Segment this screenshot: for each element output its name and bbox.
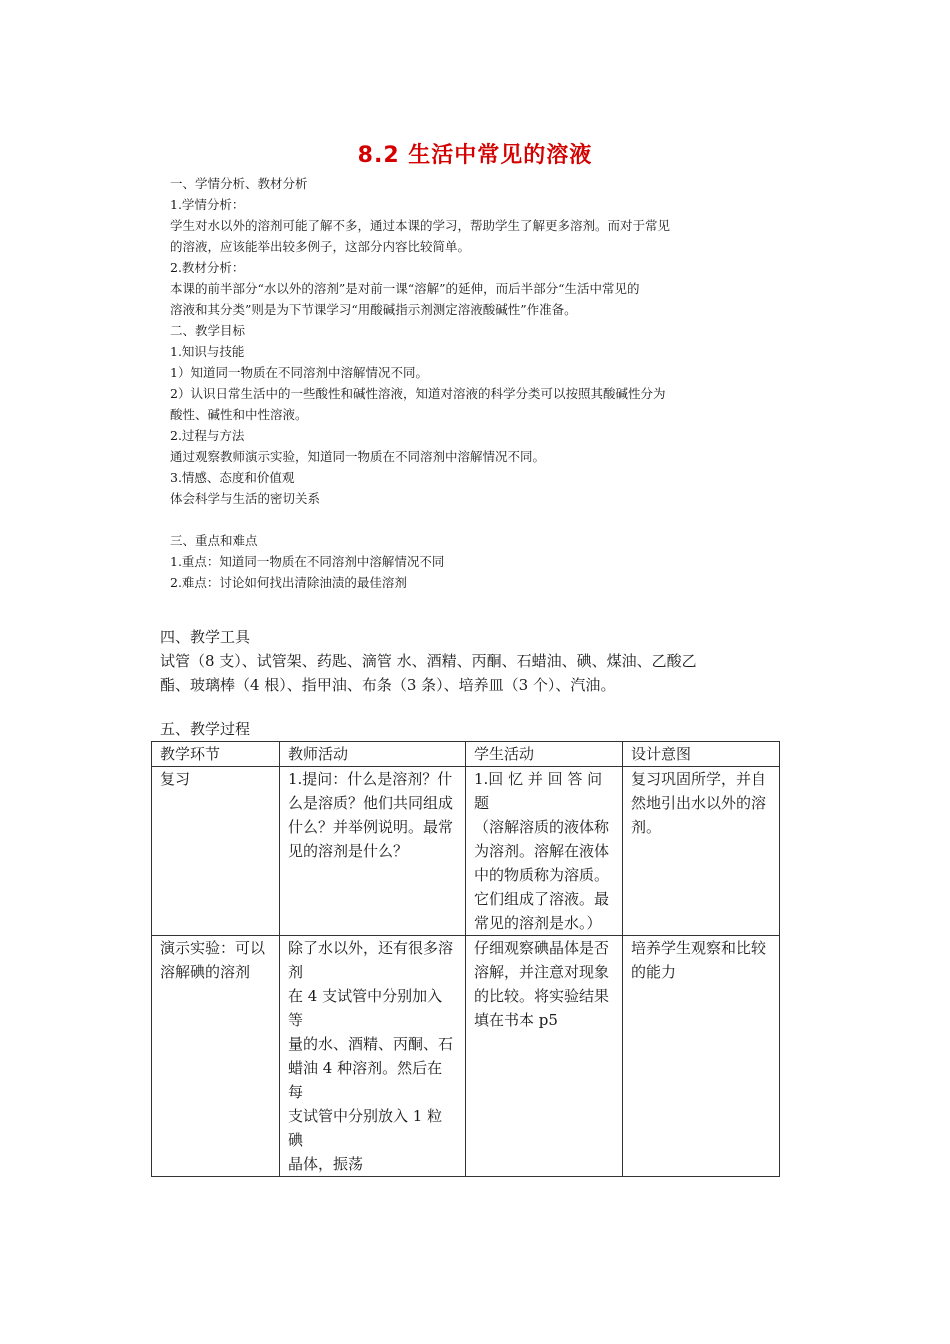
difficult-point-line: 2.难点：讨论如何找出清除油渍的最佳溶剂 bbox=[170, 575, 407, 590]
cell-line: 仔细观察碘晶体是否 bbox=[474, 939, 610, 957]
key-point-line: 1.重点：知道同一物质在不同溶剂中溶解情况不同 bbox=[170, 554, 445, 569]
cell-line: 么是溶质？他们共同组成 bbox=[288, 794, 454, 812]
analysis-and-objectives bbox=[170, 173, 740, 593]
tools-line: 试管（8 支）、试管架、药匙、滴管 水、酒精、丙酮、石蜡油、碘、煤油、乙酸乙 bbox=[160, 652, 697, 670]
table-row bbox=[152, 936, 780, 1177]
paragraph-line: 体会科学与生活的密切关系 bbox=[170, 491, 321, 506]
cell-line: （溶解溶质的液体称 bbox=[474, 818, 610, 836]
cell-line: 演示实验：可以 bbox=[160, 939, 266, 957]
cell-line: 见的溶剂是什么？ bbox=[288, 842, 409, 860]
cell-line: 的能力 bbox=[631, 963, 677, 981]
tools-line: 酯、玻璃棒（4 根）、指甲油、布条（3 条）、培养皿（3 个）、汽油。 bbox=[160, 676, 616, 694]
cell-line: 1.提问：什么是溶剂？什 bbox=[288, 770, 453, 788]
subheading-material-analysis: 2.教材分析： bbox=[170, 260, 245, 275]
subheading-process: 2.过程与方法 bbox=[170, 428, 245, 443]
subheading-student-analysis: 1.学情分析： bbox=[170, 197, 245, 212]
heading-analysis: 一、学情分析、教材分析 bbox=[170, 176, 308, 191]
cell-line: 填在书本 p5 bbox=[474, 1011, 558, 1029]
cell-line: 培养学生观察和比较 bbox=[631, 939, 767, 957]
page-title: 8.2 生活中常见的溶液 bbox=[357, 143, 593, 168]
cell-line: 1.回 忆 并 回 答 问 题 bbox=[474, 770, 603, 812]
cell-line: 的比较。将实验结果 bbox=[474, 987, 610, 1005]
cell-line: 晶体，振荡 bbox=[288, 1155, 364, 1173]
cell-line: 它们组成了溶液。最 bbox=[474, 890, 610, 908]
cell-line: 中的物质称为溶质。 bbox=[474, 866, 610, 884]
heading-objectives: 二、教学目标 bbox=[170, 323, 246, 338]
cell-line: 蜡油 4 种溶剂。然后在每 bbox=[288, 1059, 443, 1101]
cell-line: 剂 bbox=[288, 963, 304, 981]
paragraph-line: 的溶液，应该能举出较多例子，这部分内容比较简单。 bbox=[170, 239, 471, 254]
cell-line: 剂。 bbox=[631, 818, 662, 836]
column-header: 教学环节 bbox=[152, 742, 280, 767]
column-header: 学生活动 bbox=[466, 742, 623, 767]
column-header: 教师活动 bbox=[280, 742, 466, 767]
table-row bbox=[152, 767, 780, 936]
cell-line: 什么？并举例说明。最常 bbox=[288, 818, 454, 836]
table-cell-stage bbox=[152, 767, 280, 936]
heading-teaching-process: 五、教学过程 bbox=[160, 720, 251, 738]
paragraph-line: 1）知道同一物质在不同溶剂中溶解情况不同。 bbox=[170, 365, 428, 380]
subheading-knowledge: 1.知识与技能 bbox=[170, 344, 245, 359]
table-cell-student bbox=[466, 936, 623, 1177]
cell-line: 溶解碘的溶剂 bbox=[160, 963, 251, 981]
paragraph-line: 学生对水以外的溶剂可能了解不多，通过本课的学习，帮助学生了解更多溶剂。而对于常见 bbox=[170, 218, 671, 233]
table-header-row bbox=[152, 742, 780, 767]
table-cell-student bbox=[466, 767, 623, 936]
cell-line: 然地引出水以外的溶 bbox=[631, 794, 767, 812]
heading-key-points: 三、重点和难点 bbox=[170, 533, 258, 548]
teaching-tools-section bbox=[160, 625, 780, 697]
teaching-process-heading-wrap bbox=[160, 717, 780, 741]
cell-line: 在 4 支试管中分别加入等 bbox=[288, 987, 443, 1029]
heading-teaching-tools: 四、教学工具 bbox=[160, 628, 251, 646]
cell-line: 溶解，并注意对现象 bbox=[474, 963, 610, 981]
table-cell-teacher bbox=[280, 767, 466, 936]
table-cell-intent bbox=[623, 936, 780, 1177]
table-cell-teacher bbox=[280, 936, 466, 1177]
paragraph-line: 通过观察教师演示实验，知道同一物质在不同溶剂中溶解情况不同。 bbox=[170, 449, 546, 464]
paragraph-line: 酸性、碱性和中性溶液。 bbox=[170, 407, 308, 422]
cell-line: 量的水、酒精、丙酮、石 bbox=[288, 1035, 454, 1053]
cell-line: 复习 bbox=[160, 770, 191, 788]
paragraph-line: 溶液和其分类”则是为下节课学习“用酸碱指示剂测定溶液酸碱性”作准备。 bbox=[170, 302, 577, 317]
subheading-attitude: 3.情感、态度和价值观 bbox=[170, 470, 295, 485]
table-cell-intent bbox=[623, 767, 780, 936]
cell-line: 复习巩固所学，并自 bbox=[631, 770, 767, 788]
paragraph-line: 2）认识日常生活中的一些酸性和碱性溶液，知道对溶液的科学分类可以按照其酸碱性分为 bbox=[170, 386, 666, 401]
table-cell-stage bbox=[152, 936, 280, 1177]
cell-line: 支试管中分别放入 1 粒碘 bbox=[288, 1107, 443, 1149]
cell-line: 常见的溶剂是水。） bbox=[474, 914, 602, 932]
cell-line: 为溶剂。溶解在液体 bbox=[474, 842, 610, 860]
column-header: 设计意图 bbox=[623, 742, 780, 767]
cell-line: 除了水以外，还有很多溶 bbox=[288, 939, 454, 957]
paragraph-line: 本课的前半部分“水以外的溶剂”是对前一课“溶解”的延伸，而后半部分“生活中常见的 bbox=[170, 281, 640, 296]
teaching-process-table bbox=[151, 741, 780, 1177]
